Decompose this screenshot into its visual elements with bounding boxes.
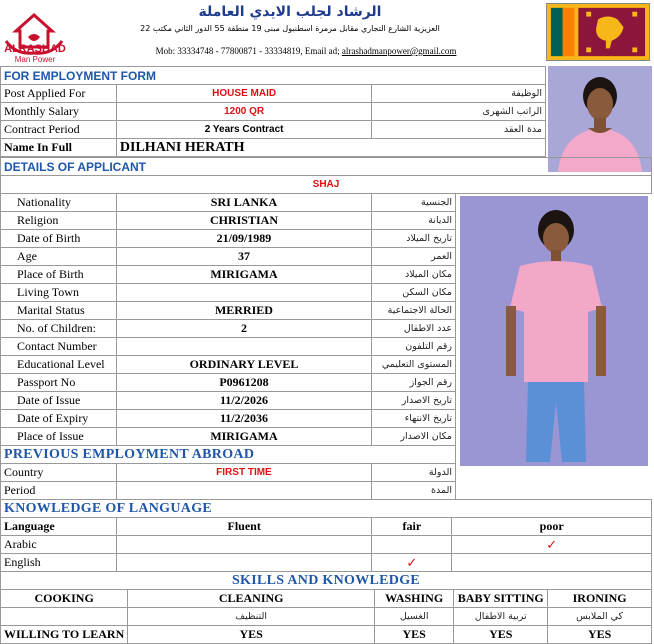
skill-header: COOKING bbox=[1, 590, 128, 608]
row-value: 1200 QR bbox=[116, 103, 371, 121]
detail-label-arabic: الجنسية bbox=[372, 194, 456, 212]
detail-value: SRI LANKA bbox=[116, 194, 371, 212]
skill-header-arabic: كي الملابس bbox=[548, 608, 652, 626]
detail-label: Passport No bbox=[1, 374, 117, 392]
form-header bbox=[0, 0, 654, 66]
detail-row bbox=[1, 230, 456, 248]
applicant-details-table bbox=[0, 193, 456, 446]
check-mark-icon: ✓ bbox=[452, 536, 652, 554]
detail-label: Place of Issue bbox=[1, 428, 117, 446]
detail-value: ORDINARY LEVEL bbox=[116, 356, 371, 374]
detail-label: Marital Status bbox=[1, 302, 117, 320]
skill-header: BABY SITTING bbox=[454, 590, 548, 608]
skill-header: WASHING bbox=[375, 590, 454, 608]
detail-label: Date of Expiry bbox=[1, 410, 117, 428]
language-row-arabic bbox=[1, 536, 652, 554]
employment-table bbox=[0, 66, 546, 157]
check-mark-icon: ✓ bbox=[372, 554, 452, 572]
company-contact bbox=[70, 46, 542, 56]
applicant-name: DILHANI HERATH bbox=[116, 139, 545, 157]
detail-value: P0961208 bbox=[116, 374, 371, 392]
detail-label: Date of Birth bbox=[1, 230, 117, 248]
fluent-header: Fluent bbox=[116, 518, 372, 536]
row-label-arabic: المدة bbox=[372, 482, 456, 500]
skill-value: YES bbox=[548, 626, 652, 644]
detail-label-arabic: تاريخ الانتهاء bbox=[372, 410, 456, 428]
detail-row bbox=[1, 428, 456, 446]
detail-row bbox=[1, 266, 456, 284]
detail-row bbox=[1, 302, 456, 320]
detail-value: 2 bbox=[116, 320, 371, 338]
detail-label: Nationality bbox=[1, 194, 117, 212]
detail-value: 11/2/2036 bbox=[116, 410, 371, 428]
skills-arabic-row bbox=[1, 608, 652, 626]
detail-label: Age bbox=[1, 248, 117, 266]
row-value: FIRST TIME bbox=[116, 464, 371, 482]
detail-label: No. of Children: bbox=[1, 320, 117, 338]
applicant-full-body-photo bbox=[460, 196, 648, 466]
detail-value: 37 bbox=[116, 248, 371, 266]
contact-numbers: Mob: 33334748 - 77800871 - 33334819, Email ad; bbox=[155, 46, 342, 56]
skill-value: YES bbox=[375, 626, 454, 644]
detail-label-arabic: رقم الجواز bbox=[372, 374, 456, 392]
detail-value bbox=[116, 338, 371, 356]
skills-table bbox=[0, 571, 652, 644]
willing-label: WILLING TO LEARN bbox=[1, 626, 128, 644]
detail-label: Contact Number bbox=[1, 338, 117, 356]
row-label-arabic: الدولة bbox=[372, 464, 456, 482]
logo-subtitle: Man Power bbox=[14, 55, 56, 64]
skill-header: IRONING bbox=[548, 590, 652, 608]
detail-label: Living Town bbox=[1, 284, 117, 302]
detail-row bbox=[1, 194, 456, 212]
detail-label: Place of Birth bbox=[1, 266, 117, 284]
language-table bbox=[0, 499, 652, 572]
detail-label-arabic: الحالة الاجتماعية bbox=[372, 302, 456, 320]
row-value: 2 Years Contract bbox=[116, 121, 371, 139]
employment-row-name bbox=[1, 139, 546, 157]
poor-header: poor bbox=[452, 518, 652, 536]
previous-section-title: PREVIOUS EMPLOYMENT ABROAD bbox=[1, 446, 456, 464]
detail-row bbox=[1, 284, 456, 302]
previous-row-country bbox=[1, 464, 456, 482]
row-label: Country bbox=[1, 464, 117, 482]
detail-value: 11/2/2026 bbox=[116, 392, 371, 410]
company-address-arabic: العزيزية الشارع التجاري مقابل مرمرة اسطنبول مبنى 19 منطقة 55 الدور الثاني مكتب 22 bbox=[140, 24, 440, 33]
language-header: Language bbox=[1, 518, 117, 536]
previous-row-period bbox=[1, 482, 456, 500]
detail-label-arabic: مكان الاصدار bbox=[372, 428, 456, 446]
detail-label-arabic: الديانة bbox=[372, 212, 456, 230]
detail-row bbox=[1, 248, 456, 266]
skill-header-arabic: تربية الاطفال bbox=[454, 608, 548, 626]
employment-row-contract bbox=[1, 121, 546, 139]
skill-header: CLEANING bbox=[128, 590, 375, 608]
employment-section-title: FOR EMPLOYMENT FORM bbox=[1, 67, 546, 85]
applicant-table bbox=[0, 157, 652, 194]
full-body-photo-icon bbox=[460, 196, 648, 466]
detail-label-arabic: عدد الاطفال bbox=[372, 320, 456, 338]
sri-lanka-flag-icon bbox=[546, 3, 650, 61]
language-section-title: KNOWLEDGE OF LANGUAGE bbox=[1, 500, 652, 518]
employment-row-post bbox=[1, 85, 546, 103]
detail-value: MERRIED bbox=[116, 302, 371, 320]
detail-label: Educational Level bbox=[1, 356, 117, 374]
detail-row bbox=[1, 320, 456, 338]
email-link[interactable]: alrashadmanpower@gmail.com bbox=[341, 46, 457, 56]
detail-row bbox=[1, 356, 456, 374]
row-value: HOUSE MAID bbox=[116, 85, 371, 103]
previous-employment-table bbox=[0, 445, 456, 500]
row-label-arabic: الراتب الشهرى bbox=[372, 103, 546, 121]
row-label-arabic: الوظيفة bbox=[372, 85, 546, 103]
skills-section-title: SKILLS AND KNOWLEDGE bbox=[1, 572, 652, 590]
logo-name: ALRASHAD bbox=[4, 43, 66, 55]
row-label: Post Applied For bbox=[1, 85, 117, 103]
skill-header-arabic bbox=[1, 608, 128, 626]
language-name: Arabic bbox=[1, 536, 117, 554]
detail-label-arabic: تاريخ الاصدار bbox=[372, 392, 456, 410]
detail-label-arabic: تاريخ الميلاد bbox=[372, 230, 456, 248]
row-label: Period bbox=[1, 482, 117, 500]
skills-header-row bbox=[1, 590, 652, 608]
row-value bbox=[116, 482, 371, 500]
detail-value: CHRISTIAN bbox=[116, 212, 371, 230]
detail-value: MIRIGAMA bbox=[116, 266, 371, 284]
detail-value bbox=[116, 284, 371, 302]
skill-value: YES bbox=[454, 626, 548, 644]
row-label: Monthly Salary bbox=[1, 103, 117, 121]
language-header-row bbox=[1, 518, 652, 536]
detail-label: Religion bbox=[1, 212, 117, 230]
detail-value: MIRIGAMA bbox=[116, 428, 371, 446]
skill-value: YES bbox=[128, 626, 375, 644]
detail-label-arabic: العمر bbox=[372, 248, 456, 266]
detail-row bbox=[1, 374, 456, 392]
detail-label-arabic: المستوى التعليمي bbox=[372, 356, 456, 374]
detail-row bbox=[1, 410, 456, 428]
applicant-section-title: DETAILS OF APPLICANT bbox=[1, 158, 652, 176]
fair-header: fair bbox=[372, 518, 452, 536]
skills-willing-row bbox=[1, 626, 652, 644]
detail-label-arabic: رقم التلفون bbox=[372, 338, 456, 356]
detail-label: Date of Issue bbox=[1, 392, 117, 410]
skill-header-arabic: التنظيف bbox=[128, 608, 375, 626]
detail-label-arabic: مكان الميلاد bbox=[372, 266, 456, 284]
employment-row-salary bbox=[1, 103, 546, 121]
company-name-arabic: الرشاد لجلب الايدي العاملة bbox=[198, 4, 382, 20]
detail-row bbox=[1, 392, 456, 410]
language-row-english bbox=[1, 554, 652, 572]
detail-row bbox=[1, 212, 456, 230]
applicant-code: SHAJ bbox=[1, 176, 652, 194]
detail-label-arabic: مكان السكن bbox=[372, 284, 456, 302]
detail-row bbox=[1, 338, 456, 356]
language-name: English bbox=[1, 554, 117, 572]
row-label: Contract Period bbox=[1, 121, 117, 139]
row-label: Name In Full bbox=[1, 139, 117, 157]
skill-header-arabic: الغسيل bbox=[375, 608, 454, 626]
detail-value: 21/09/1989 bbox=[116, 230, 371, 248]
row-label-arabic: مدة العقد bbox=[372, 121, 546, 139]
